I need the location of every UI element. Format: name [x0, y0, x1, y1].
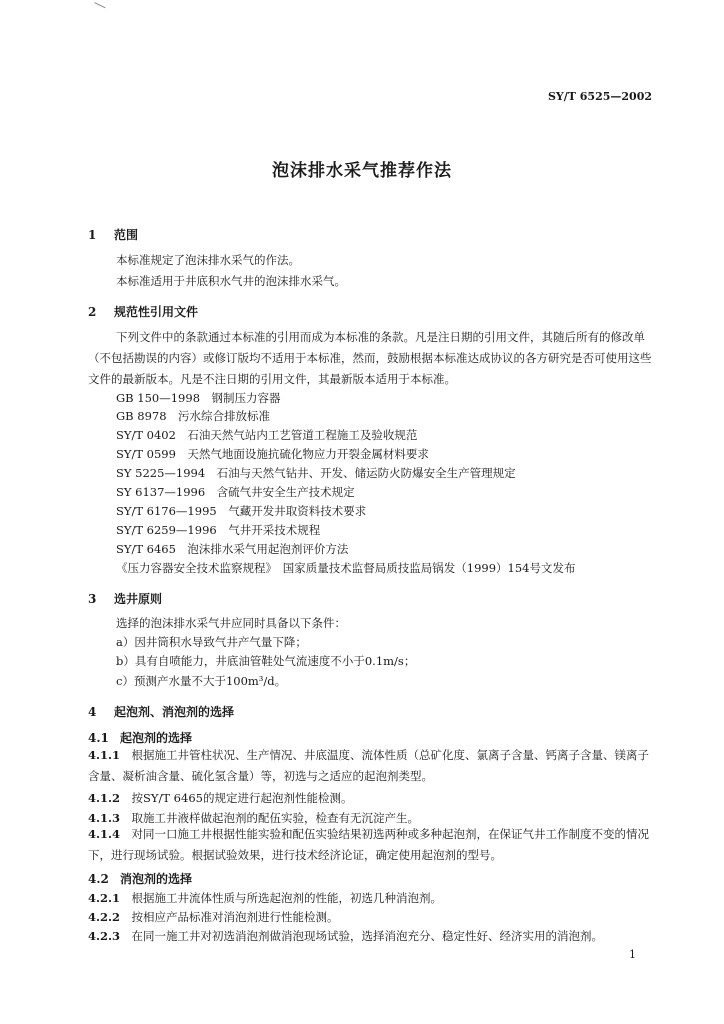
section-2-heading: 2 规范性引用文件 — [88, 305, 199, 319]
section-4-heading: 4 起泡剂、消泡剂的选择 — [88, 705, 235, 719]
section-1-heading: 1 范围 — [88, 228, 139, 242]
section-2-paragraph: 下列文件中的条款通过本标准的引用而成为本标准的条款。凡是注日期的引用文件，其随后所有的修改单（不包括勘误的内容）或修订版均不适用于本标准，然而，鼓励根据本标准达成协议的各方研究是否可使用这些文件的最新版本。凡是不注日期的引用文件，其最新版本适用于本标准。 — [88, 330, 652, 386]
section-4-1-heading: 4.1 起泡剂的选择 — [88, 731, 193, 745]
clause-4-2-1: 4.2.1 根据施工井流体性质与所选起泡剂的性能，初选几种消泡剂。 — [88, 891, 443, 905]
scan-mark — [94, 0, 107, 8]
reference-item: SY/T 6176—1995 气藏开发井取资料技术要求 — [116, 504, 367, 518]
clause-4-1-4: 4.1.4 对同一口施工井根据性能实验和配伍实验结果初选两种或多种起泡剂，在保证气井工作制度不变的情况下，进行现场试验。根据试验效果，进行技术经济论证，确定使用起泡剂的型号。 — [88, 827, 650, 862]
section-3-line: 选择的泡沫排水采气井应同时具备以下条件： — [116, 616, 346, 630]
reference-item: SY/T 6465 泡沫排水采气用起泡剂评价方法 — [116, 542, 349, 556]
clause-4-1-1: 4.1.1 根据施工井管柱状况、生产情况、井底温度、流体性质（总矿化度、氯离子含量、钙离子含量、镁离子含量、凝析油含量、硫化氢含量）等，初选与之适应的起泡剂类型。 — [88, 748, 650, 783]
page-number: 1 — [629, 948, 636, 961]
reference-item: SY 6137—1996 含硫气井安全生产技术规定 — [116, 485, 355, 499]
section-4-2-heading: 4.2 消泡剂的选择 — [88, 872, 193, 886]
standard-code: SY/T 6525—2002 — [547, 90, 652, 103]
reference-item: SY/T 0599 天然气地面设施抗硫化物应力开裂金属材料要求 — [116, 447, 429, 461]
section-3-line: a）因井筒积水导致气井产气量下降； — [116, 635, 307, 649]
section-3-line: b）具有自喷能力，井底油管鞋处气流速度不小于0.1m/s； — [116, 654, 416, 668]
clause-4-1-2: 4.1.2 按SY/T 6465的规定进行起泡剂性能检测。 — [88, 791, 353, 805]
clause-4-1-3: 4.1.3 取施工井液样做起泡剂的配伍实验，检查有无沉淀产生。 — [88, 811, 420, 825]
reference-item: GB 8978 污水综合排放标准 — [116, 409, 271, 423]
clause-4-2-2: 4.2.2 按相应产品标准对消泡剂进行性能检测。 — [88, 910, 339, 924]
clause-4-2-3: 4.2.3 在同一施工井对初选消泡剂做消泡现场试验，选择消泡充分、稳定性好、经济实用的消泡剂。 — [88, 929, 604, 943]
reference-item: 《压力容器安全技术监察规程》 国家质量技术监督局质技监局锅发（1999）154号文发布 — [116, 561, 576, 575]
section-1-line-1: 本标准规定了泡沫排水采气的作法。 — [116, 253, 300, 267]
reference-item: SY 5225—1994 石油与天然气钻井、开发、储运防火防爆安全生产管理规定 — [116, 466, 516, 480]
section-3-heading: 3 选井原则 — [88, 592, 163, 606]
document-title: 泡沫排水采气推荐作法 — [272, 161, 452, 181]
section-1-line-2: 本标准适用于井底积水气井的泡沫排水采气。 — [116, 274, 346, 288]
reference-item: SY/T 0402 石油天然气站内工艺管道工程施工及验收规范 — [116, 428, 418, 442]
reference-item: GB 150—1998 钢制压力容器 — [116, 391, 281, 405]
section-3-line: c）预测产水量不大于100m³/d。 — [116, 674, 287, 688]
reference-item: SY/T 6259—1996 气井开采技术规程 — [116, 523, 321, 537]
